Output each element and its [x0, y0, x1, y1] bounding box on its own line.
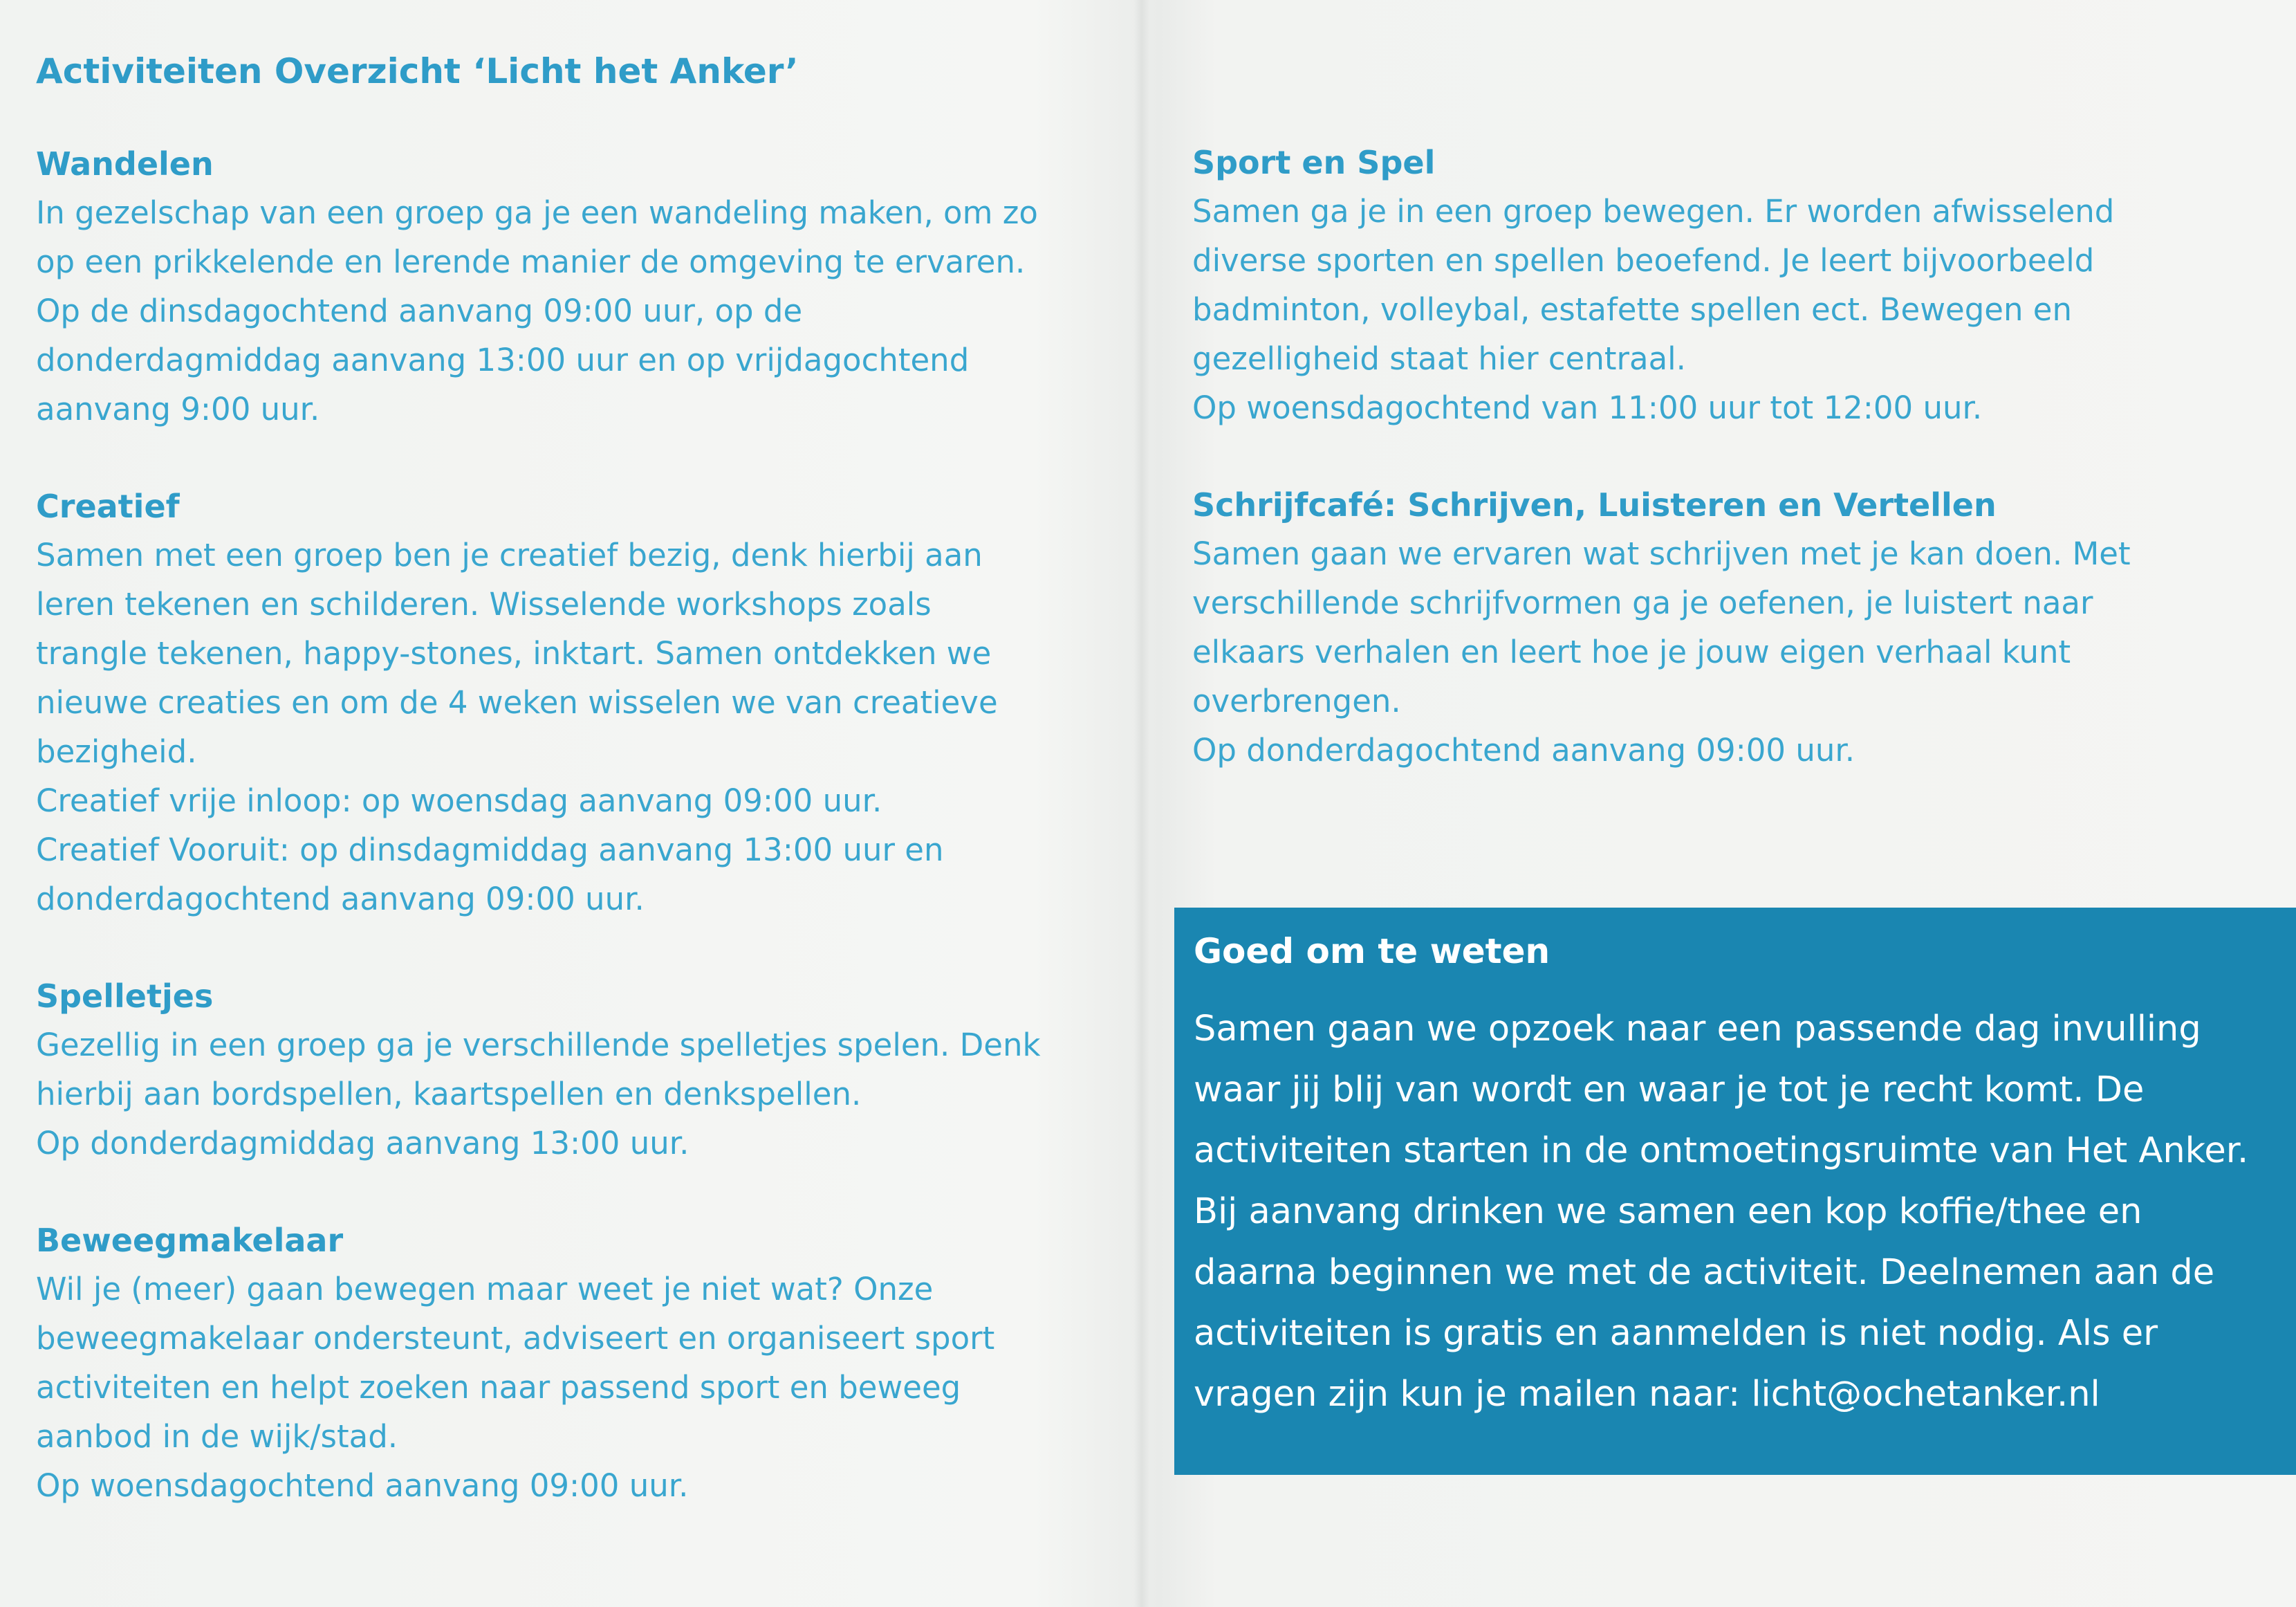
section-line: In gezelschap van een groep ga je een wandeling maken, om zo — [36, 194, 1038, 231]
info-box-heading: Goed om te weten — [1194, 931, 1550, 971]
section-heading: Schrijfcafé: Schrijven, Luisteren en Vertellen — [1192, 486, 1997, 524]
info-box-line: activiteiten is gratis en aanmelden is niet nodig. Als er — [1194, 1313, 2158, 1354]
section-line: diverse sporten en spellen beoefend. Je leert bijvoorbeeld — [1192, 242, 2095, 279]
section-line: trangle tekenen, happy-stones, inktart. Samen ontdekken we — [36, 635, 992, 672]
section-line: beweegmakelaar ondersteunt, adviseert en organiseert sport — [36, 1320, 995, 1357]
section-sport-en-spel — [1192, 138, 2257, 432]
section-line: aanbod in de wijk/stad. — [36, 1418, 398, 1455]
section-spelletjes — [36, 972, 1101, 1168]
section-line: donderdagochtend aanvang 09:00 uur. — [36, 881, 645, 917]
info-box-email-line[interactable]: vragen zijn kun je mailen naar: licht@ochetanker.nl — [1194, 1374, 2100, 1415]
section-line: Wil je (meer) gaan bewegen maar weet je niet wat? Onze — [36, 1271, 934, 1307]
section-heading: Sport en Spel — [1192, 144, 1436, 181]
section-heading: Beweegmakelaar — [36, 1222, 344, 1259]
section-heading: Creatief — [36, 488, 180, 525]
section-line: Samen met een groep ben je creatief bezig, denk hierbij aan — [36, 537, 983, 573]
section-line: Op donderdagochtend aanvang 09:00 uur. — [1192, 732, 1855, 769]
right-column — [1192, 138, 2257, 823]
section-line: bezigheid. — [36, 733, 197, 770]
section-line: op een prikkelende en lerende manier de omgeving te ervaren. — [36, 244, 1026, 280]
section-beweegmakelaar — [36, 1216, 1101, 1510]
section-creatief — [36, 482, 1101, 924]
section-line: aanvang 9:00 uur. — [36, 391, 320, 428]
section-line: Creatief Vooruit: op dinsdagmiddag aanvang 13:00 uur en — [36, 832, 944, 868]
section-line: hierbij aan bordspellen, kaartspellen en denkspellen. — [36, 1076, 862, 1112]
section-heading: Spelletjes — [36, 977, 214, 1015]
section-line: Samen ga je in een groep bewegen. Er worden afwisselend — [1192, 193, 2115, 230]
section-line: verschillende schrijfvormen ga je oefenen, je luistert naar — [1192, 585, 2093, 621]
section-line: Op woensdagochtend aanvang 09:00 uur. — [36, 1467, 689, 1504]
section-line: Op de dinsdagochtend aanvang 09:00 uur, op de — [36, 293, 803, 329]
section-line: overbrengen. — [1192, 683, 1401, 719]
info-box — [1174, 908, 2296, 1475]
info-box-line: activiteiten starten in de ontmoetingsruimte van Het Anker. — [1194, 1130, 2249, 1171]
section-line: activiteiten en helpt zoeken naar passend sport en beweeg — [36, 1369, 961, 1406]
section-line: badminton, volleybal, estafette spellen ect. Bewegen en — [1192, 291, 2072, 328]
section-line: Op woensdagochtend van 11:00 uur tot 12:00 uur. — [1192, 389, 1983, 426]
section-line: Samen gaan we ervaren wat schrijven met je kan doen. Met — [1192, 535, 2131, 572]
section-line: nieuwe creaties en om de 4 weken wisselen we van creatieve — [36, 684, 998, 721]
page-fold — [1134, 0, 1149, 1607]
left-column — [36, 48, 1101, 1559]
info-box-line: waar jij blij van wordt en waar je tot je recht komt. De — [1194, 1069, 2145, 1110]
info-box-line: daarna beginnen we met de activiteit. Deelnemen aan de — [1194, 1252, 2215, 1293]
section-wandelen — [36, 140, 1101, 434]
section-line: Gezellig in een groep ga je verschillende spelletjes spelen. Denk — [36, 1027, 1041, 1063]
section-line: donderdagmiddag aanvang 13:00 uur en op vrijdagochtend — [36, 342, 970, 378]
info-box-text — [1194, 999, 2293, 1425]
section-line: Op donderdagmiddag aanvang 13:00 uur. — [36, 1125, 689, 1161]
section-line: elkaars verhalen en leert hoe je jouw eigen verhaal kunt — [1192, 634, 2071, 670]
page-title: Activiteiten Overzicht ‘Licht het Anker’ — [36, 51, 799, 91]
info-box-line: Bij aanvang drinken we samen een kop koffie/thee en — [1194, 1191, 2142, 1232]
section-line: leren tekenen en schilderen. Wisselende workshops zoals — [36, 586, 932, 623]
section-line: gezelligheid staat hier centraal. — [1192, 340, 1686, 377]
section-schrijfcafe — [1192, 481, 2257, 775]
section-heading: Wandelen — [36, 145, 214, 183]
section-line: Creatief vrije inloop: op woensdag aanvang 09:00 uur. — [36, 782, 882, 819]
info-box-line: Samen gaan we opzoek naar een passende dag invulling — [1194, 1009, 2201, 1049]
